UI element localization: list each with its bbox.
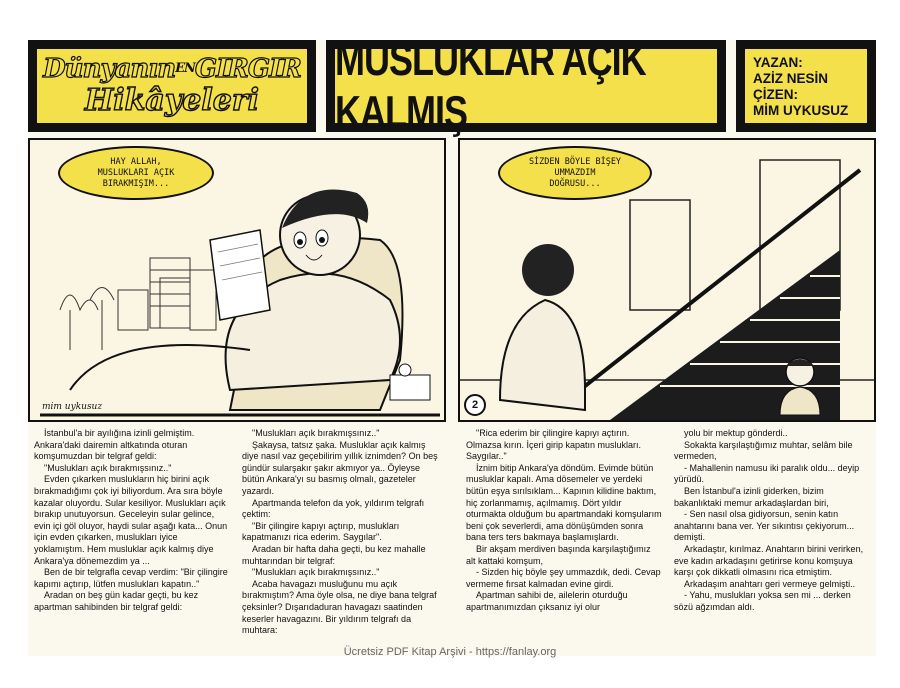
paragraph: - Sizden hiç böyle şey ummazdık, dedi. Cevap vermeme fırsat kalmadan evine girdi. — [466, 567, 661, 589]
paragraph: - Yahu, muslukları yoksa sen mi ... derken sözü ağzımdan aldı. — [674, 590, 851, 612]
logo-text-hikayeleri: Hikâyeleri — [84, 83, 260, 118]
paragraph: Apartmanda telefon da yok, yıldırım telgrafı çektim: — [242, 497, 425, 520]
paragraph: Apartman sahibi de, ailelerin oturduğu apartmanımızdan çıksanız iyi olur — [466, 590, 628, 612]
text-column-4 — [674, 428, 870, 614]
paragraph: Sokakta karşılaştığımız muhtar, selâm bile vermeden, — [674, 439, 853, 462]
paragraph: "Bir çilingire kapıyı açtırıp, muslukları kapatmanızı rica ederim. Saygılar". — [242, 520, 400, 543]
logo-text-dunyanin: Dünyanın — [43, 54, 176, 84]
artist-signature: mim uykusuz — [42, 402, 103, 412]
bubble-2-line-2: UMMAZDIM — [554, 167, 596, 178]
paragraph: "Muslukları açık bırakmışsınız.." — [252, 567, 380, 578]
comic-panel-1 — [28, 138, 446, 422]
paragraph: Arkadaşım anahtarı geri vermeye gelmişti.. — [684, 578, 856, 589]
paragraph: Ben İstanbul'a izinli giderken, bizim bakanlıktaki memur arkadaşlardan biri, — [674, 485, 829, 508]
story-title-box — [326, 33, 726, 138]
paragraph: Şakaysa, tatsız şaka. Musluklar açık kalmış diye nasıl vaz geçebilirim yıllık iznimden? On beş gündür sularşakır şakır akmıyor ya.. Öyleyse bütün Ankara'yı su basmış olmalı, gazeteler yazardı. — [242, 439, 438, 496]
logo-text-en: EN — [175, 61, 195, 76]
paragraph: Evden çıkarken muslukların hiç birini açık bırakmadığımı çok iyi biliyordum. Ara sıra böyle kazalar oluyordu. Sular kesiliyor. Muslukları açık bırakıp unutuyorsun. Geceleyin sular gelince, evin içi göl oluyor, haydi sular aşağı kata... Onun için evden çıkarken, muslukları iyice yoklamıştım. Hem musluklar açık kalmış diye Ankara'ya dönemezdim ya ... — [34, 474, 228, 566]
comic-panel-2 — [458, 138, 876, 422]
credits-writer-name: AZİZ NESİN — [753, 71, 829, 86]
watermark-footer: Ücretsiz PDF Kitap Arşivi - https://fanlay.org — [343, 646, 557, 658]
paragraph: Acaba havagazı musluğunu mu açık bırakmıştım? Ama öyle olsa, ne diye bana telgraf çeksinler? Dışarıdaduran havagazı saatinden keserler havagazını. Bir yıldırım telgrafı da muhtara: — [242, 578, 437, 636]
logo-text-girgir: GIRGIR — [194, 54, 301, 84]
comic-page — [28, 33, 876, 656]
credits-writer-label: YAZAN: — [753, 55, 803, 70]
paragraph: Bir akşam merdiven başında karşılaştığımız alt kattaki komşum, — [466, 543, 651, 566]
paragraph: Aradan on beş gün kadar geçti, bu kez apartman sahibinden bir telgraf geldi: — [34, 590, 199, 612]
speech-bubble-2 — [498, 146, 652, 200]
bubble-1-line-3: BIRAKMIŞIM... — [102, 178, 170, 189]
text-column-3 — [466, 428, 662, 614]
paragraph: "Muslukları açık bırakmışsınız.." — [252, 428, 380, 438]
paragraph: İznim bitip Ankara'ya döndüm. Evimde bütün musluklar kapalı. Ama dösemeler ve yerdeki bütün eşya sırılsıklam... Kapının kilidine baktım, hiç zorlanmamış, açılmamış. Dört yıldır oturmakta olduğum bu apartmandaki komşularım beni çok severlerdi, ama dönüşümden sonra bana ters ters bakmaya başlamışlardı. — [466, 462, 662, 543]
credits-box — [736, 40, 876, 132]
paragraph: Arkadaştır, kırılmaz. Anahtarın birini verirken, eve kadın arkadaşını getirirse konu komşuya karşı çok dikkatli olmasını rica etmiştim. — [674, 543, 864, 578]
bubble-2-line-1: SİZDEN BÖYLE BİŞEY — [528, 156, 622, 167]
paragraph: Ben de bir telgrafla cevap verdim: "Bir çilingire kapımı açtırıp, lütfen muslukları kapatın.." — [34, 567, 228, 589]
panel-number: 2 — [464, 394, 486, 416]
paragraph: "Rica ederim bir çilingire kapıyı açtırın. Olmazsa kırın. İçeri girip kapatın muslukları. Saygılar.." — [466, 428, 642, 462]
paragraph: İstanbul'a bir ayılığına izinli gelmiştim. Ankara'daki dairemin altkatında oturan komşumuzdan bir telgraf geldi: — [34, 428, 195, 462]
speech-bubble-1 — [58, 146, 214, 200]
bubble-1-line-1: HAY ALLAH, — [110, 156, 162, 167]
bubble-1-line-2: MUSLUKLARI AÇIK — [97, 167, 175, 178]
credits-artist-label: ÇİZEN: — [753, 87, 798, 102]
text-column-2 — [242, 428, 438, 637]
text-column-1 — [34, 428, 230, 614]
paragraph: "Muslukları açık bırakmışsınız.." — [44, 462, 172, 473]
paragraph: - Sen nasıl olsa gidiyorsun, senin katın anahtarını bana ver. Yer sıkıntısı çekiyorum... demişti. — [674, 509, 855, 543]
credits-artist-name: MİM UYKUSUZ — [753, 103, 849, 118]
bubble-2-line-3: DOĞRUSU... — [549, 178, 601, 189]
paragraph: Aradan bir hafta daha geçti, bu kez mahalle muhtarından bir telgraf: — [242, 543, 426, 566]
paragraph: yolu bir mektup gönderdi.. — [684, 428, 788, 438]
story-title: MUSLUKLAR AÇIK KALMIŞ — [335, 33, 646, 138]
series-logo — [28, 40, 316, 132]
paragraph: - Mahallenin namusu iki paralık oldu... deyip yürüdü. — [674, 462, 860, 485]
